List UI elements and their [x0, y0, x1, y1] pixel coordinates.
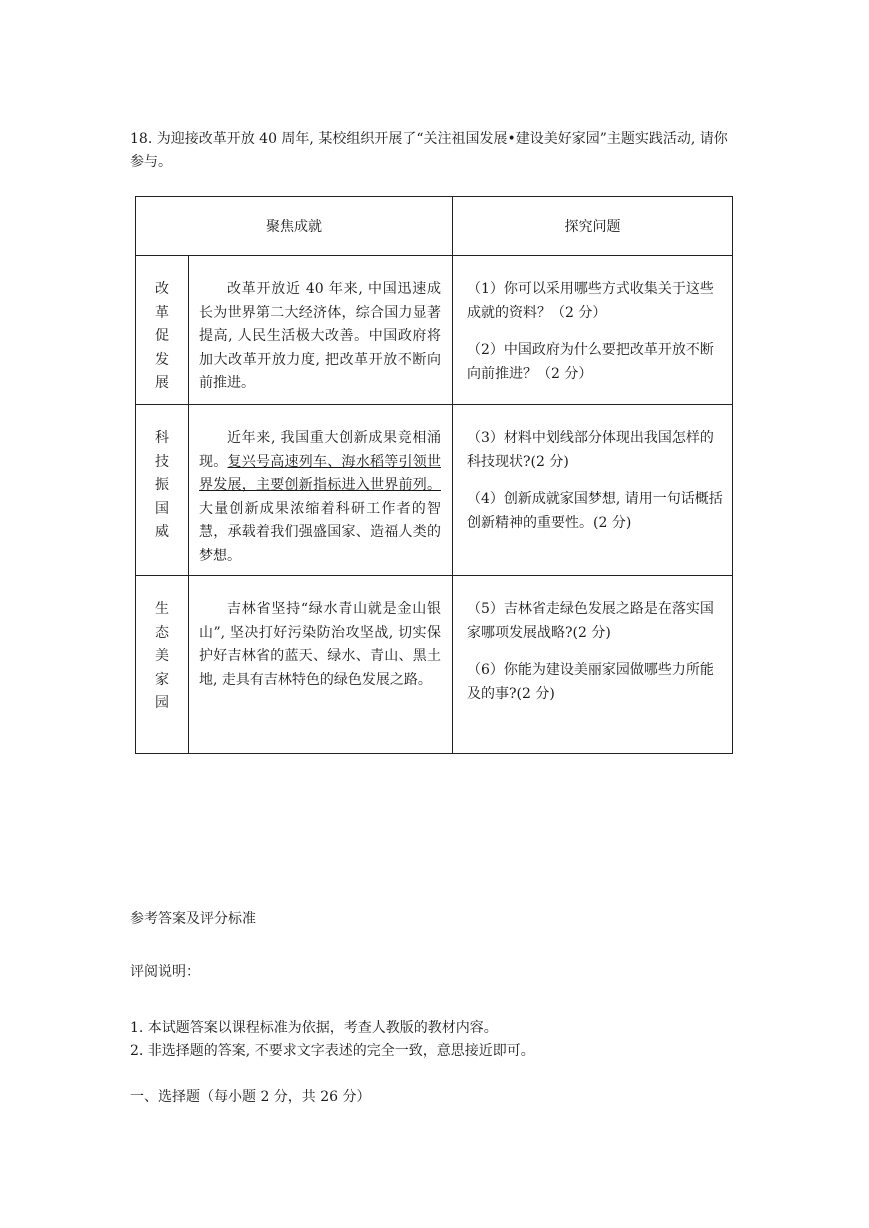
table-row — [136, 405, 733, 576]
table-row — [136, 256, 733, 405]
table-row — [136, 576, 733, 754]
question-2: （2）中国政府为什么要把改革开放不断向前推进？（2 分） — [467, 342, 714, 382]
underlined-material: 复兴号高速列车、海水稻等引领世界发展，主要创新指标进入世界前列。 — [199, 453, 441, 493]
material-cell — [189, 576, 453, 754]
category-cell — [136, 256, 189, 405]
questions-cell — [453, 405, 733, 576]
questions-cell — [453, 256, 733, 405]
category-cell — [136, 576, 189, 754]
question-intro: 18. 为迎接改革开放 40 周年, 某校组织开展了“关注祖国发展•建设美好家园”主题实践活动, 请你参与。 — [130, 131, 728, 170]
material-text: 吉林省坚持“绿水青山就是金山银山”, 坚决打好污染防治攻坚战, 切实保护好吉林省的蓝天、绿水、青山、黑土地, 走具有吉林特色的绿色发展之路。 — [199, 601, 441, 688]
review-note-2: 2. 非选择题的答案, 不要求文字表述的完全一致，意思接近即可。 — [130, 1043, 535, 1059]
category-cell — [136, 405, 189, 576]
header-achievements: 聚焦成就 — [136, 197, 453, 256]
material-text: 改革开放近 40 年来, 中国迅速成长为世界第二大经济体，综合国力显著提高, 人民生活极大改善。中国政府将加大改革开放力度, 把改革开放不断向前推进。 — [199, 281, 441, 391]
header-questions: 探究问题 — [453, 197, 733, 256]
question-3: （3）材料中划线部分体现出我国怎样的科技现状?(2 分) — [467, 430, 714, 470]
review-note-1: 1. 本试题答案以课程标准为依据，考查人教版的教材内容。 — [130, 1020, 498, 1036]
question-1: （1）你可以采用哪些方式收集关于这些成就的资料？（2 分） — [467, 281, 714, 321]
category-label: 生态美家园 — [155, 601, 169, 711]
review-heading: 评阅说明： — [130, 964, 200, 980]
question-6: （6）你能为建设美丽家园做哪些力所能及的事?(2 分) — [467, 662, 714, 702]
category-label: 改革促发展 — [155, 281, 169, 391]
activity-table — [135, 196, 733, 754]
question-5: （5）吉林省走绿色发展之路是在落实国家哪项发展战略?(2 分) — [467, 601, 714, 641]
questions-cell — [453, 576, 733, 754]
question-4: （4）创新成就家国梦想, 请用一句话概括创新精神的重要性。(2 分) — [467, 491, 723, 531]
category-label: 科技振国威 — [155, 430, 169, 540]
material-cell — [189, 256, 453, 405]
material-text: 近年来, 我国重大创新成果竞相涌现。复兴号高速列车、海水稻等引领世界发展，主要创新指标进入世界前列。大量创新成果浓缩着科研工作者的智慧，承载着我们强盛国家、造福人类的梦想。 — [199, 430, 441, 564]
table-header-row — [136, 197, 733, 256]
answers-title: 参考答案及评分标准 — [130, 911, 256, 927]
material-cell — [189, 405, 453, 576]
section-one-heading: 一、选择题（每小题 2 分，共 26 分） — [130, 1089, 371, 1105]
